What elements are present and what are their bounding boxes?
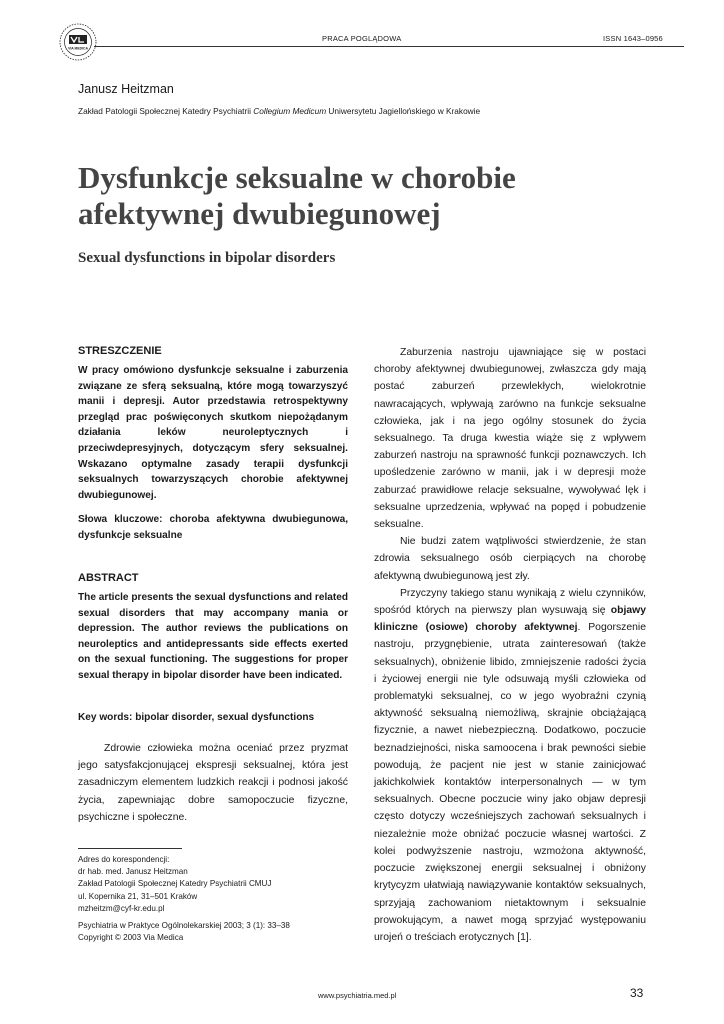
abstract-text: The article presents the sexual dysfunctions and related sexual disorders that may accompany mania or depression. The author reviews the publications on neuroleptics and antidepressants side effects exerted on the sexual functioning. The suggestions for proper sexual therapy in bipolar disorder have been indicated. xyxy=(78,592,348,681)
paragraph-3: Przyczyny takiego stanu wynikają z wielu czynników, spośród których na pierwszy plan wysuwają się objawy kliniczne (osiowe) choroby afektywnej. Pogorszenie nastroju, przygnębienie, utrata zainteresowań (także seksualnych), obniżenie libido, zmniejszenie radości życia i życiowej energii nie tyle odsuwają myśli człowieka od problematyki seksualnej, co w jego wyobraźni czynią aktywność seksualną niemożliwą, skrajnie obciążającą fizycznie, a nawet niebezpieczną. Dodatkowo, poczucie beznadziejności, niska samoocena i brak pewności siebie powodują, że pacjent nie jest w stanie zainicjować jakichkolwiek kontaktów interpersonalnych — w tym seksualnych. Obecne poczucie winy jako objaw depresji często dotyczy wcześniejszych zachowań seksualnych i niezależnie może obniżać poczucie własnej wartości. Z kolei podwyższenie nastroju, wzmożona aktywność, poczucie zwiększonej energii seksualnej i obniżony krytycyzm ułatwiają nawiązywanie kontaktów seksualnych, sprzyjają zachowaniom nietaktownym i seksualnie prowokującym, a nawet mogą sprzyjać występowaniu urojeń o treściach erotycznych [1]. xyxy=(374,587,646,943)
correspondence-block: Adres do korespondencji: dr hab. med. Janusz Heitzman Zakład Patologii Społecznej Katedry Psychiatrii CMUJ ul. Kopernika 21, 31–501 Kraków mzheitzm@cyf-kr.edu.pl xyxy=(78,854,271,915)
article-category: PRACA POGLĄDOWA xyxy=(322,34,402,43)
author-name: Janusz Heitzman xyxy=(78,82,174,96)
citation-block: Psychiatria w Praktyce Ogólnolekarskiej 2003; 3 (1): 33–38 Copyright © 2003 Via Medica xyxy=(78,921,290,943)
footer-url[interactable]: www.psychiatria.med.pl xyxy=(318,991,397,1000)
article-subtitle: Sexual dysfunctions in bipolar disorders xyxy=(78,250,336,266)
streszczenie-heading: STRESZCZENIE xyxy=(78,345,162,357)
svg-text:VIA MEDICA: VIA MEDICA xyxy=(68,46,88,51)
streszczenie-text: W pracy omówiono dysfunkcje seksualne i zaburzenia związane ze sferą seksualną, które mogą towarzyszyć manii i depresji. Autor przedstawia retrospektywny przegląd prac poświęconych skutkom niepożądanym działania leków neuroleptycznych i przeciwdepresyjnych, dotyczącym sfery seksualnej. Wskazano optymalne zasady terapii dysfunkcji seksualnych towarzyszących chorobie afektywnej dwubiegunowej. xyxy=(78,365,348,501)
right-column xyxy=(374,344,646,946)
via-medica-logo xyxy=(58,22,98,62)
issn: ISSN 1643–0956 xyxy=(603,34,663,43)
paragraph-2: Nie budzi zatem wątpliwości stwierdzenie, że stan zdrowia seksualnego osób cierpiących na chorobę afektywną dwubiegunową jest zły. xyxy=(374,536,646,582)
intro-paragraph: Zdrowie człowieka można oceniać przez pryzmat jego satysfakcjonującej ekspresji seksualnej, która jest zasadniczym elementem ludzkich reakcji i podnosi jakość życia, zapewniając dobre samopoczucie fizyczne, psychiczne i społeczne. xyxy=(78,743,348,823)
page-number: 33 xyxy=(630,986,644,1000)
abstract-heading: ABSTRACT xyxy=(78,572,139,584)
article-title: Dysfunkcje seksualne w chorobie afektywnej dwubiegunowej xyxy=(78,160,516,231)
affiliation: Zakład Patologii Społecznej Katedry Psychiatrii Collegium Medicum Uniwersytetu Jagiellońskiego w Krakowie xyxy=(78,106,481,116)
correspondence-email: mzheitzm@cyf-kr.edu.pl xyxy=(78,903,165,913)
streszczenie-keywords: Słowa kluczowe: choroba afektywna dwubiegunowa, dysfunkcje seksualne xyxy=(78,514,348,541)
abstract-keywords: Key words: bipolar disorder, sexual dysfunctions xyxy=(78,712,315,723)
header-rule xyxy=(94,46,684,47)
footnote-rule xyxy=(78,848,182,849)
paragraph-1: Zaburzenia nastroju ujawniające się w postaci choroby afektywnej dwubiegunowej, zwłaszcza gdy mają postać zaburzeń przewlekłych, wielokrotnie nawracających, wpływają zarówno na funkcje seksualne człowieka, jak i na jego ogólny stosunek do życia seksualnego. Ta druga kwestia wiąże się z wpływem zaburzeń nastroju na sprawność funkcji poznawczych. Ich upośledzenie zarówno w manii, jak i w depresji może zaburzać prawidłowe relacje seksualne, wywoływać lęk i seksualne uprzedzenia, wpływać na popęd i pobudzenie seksualne. xyxy=(374,347,646,531)
